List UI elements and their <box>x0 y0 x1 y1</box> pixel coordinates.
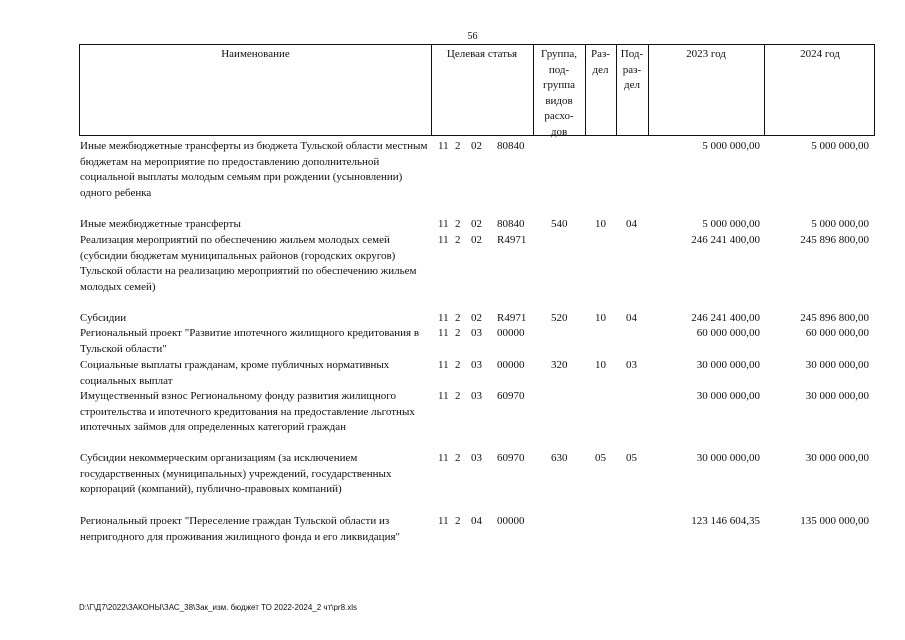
page-number: 56 <box>467 31 478 42</box>
code-subsection: 04 <box>626 218 637 230</box>
code-program: 11 <box>438 390 449 402</box>
header-target-article: Целевая статья <box>446 48 518 60</box>
code-subprogram: 2 <box>455 234 461 246</box>
code-subsection: 04 <box>626 312 637 324</box>
amount-2023: 246 241 400,00 <box>691 312 760 324</box>
code-group: 630 <box>551 452 568 464</box>
amount-2023: 5 000 000,00 <box>702 140 760 152</box>
row-name: Региональный проект "Переселение граждан Тульской области из непригодного для проживания жилищного фонда и его ликвидация" <box>80 515 401 543</box>
code-event: 02 <box>471 140 482 152</box>
code-subsection: 03 <box>626 359 637 371</box>
row-name: Субсидии некоммерческим организациям (за исключением государственных (муниципальных) учреждений, государственных корпораций (компаний), публично-правовых компаний) <box>80 452 392 495</box>
code-direction: R4971 <box>497 234 527 246</box>
code-section: 10 <box>595 218 606 230</box>
code-event: 03 <box>471 359 482 371</box>
row-name: Реализация мероприятий по обеспечению жильем молодых семей (субсидии бюджетам муниципальных районов (городских округов) Тульской области на реализацию мероприятий по обеспечению жильем молодых семей) <box>80 234 417 293</box>
code-direction: 00000 <box>497 359 525 371</box>
code-section: 10 <box>595 312 606 324</box>
code-event: 02 <box>471 218 482 230</box>
amount-2023: 30 000 000,00 <box>696 452 760 464</box>
amount-2023: 30 000 000,00 <box>696 359 760 371</box>
header-section: Раз- дел <box>590 48 610 76</box>
code-group: 320 <box>551 359 568 371</box>
amount-2024: 30 000 000,00 <box>805 359 869 371</box>
amount-2023: 60 000 000,00 <box>696 327 760 339</box>
amount-2024: 60 000 000,00 <box>805 327 869 339</box>
code-direction: 00000 <box>497 327 525 339</box>
amount-2023: 5 000 000,00 <box>702 218 760 230</box>
code-subsection: 05 <box>626 452 637 464</box>
row-name: Социальные выплаты гражданам, кроме публичных нормативных социальных выплат <box>80 359 390 387</box>
code-subprogram: 2 <box>455 218 461 230</box>
code-direction: 80840 <box>497 218 525 230</box>
code-group: 520 <box>551 312 568 324</box>
code-program: 11 <box>438 515 449 527</box>
amount-2024: 30 000 000,00 <box>805 390 869 402</box>
code-section: 10 <box>595 359 606 371</box>
code-event: 02 <box>471 234 482 246</box>
row-name: Иные межбюджетные трансферты из бюджета Тульской области местным бюджетам на мероприятие по предоставлению дополнительной социальной выплаты молодым семьям при рождении (усыновлении) одного ребенка <box>80 140 428 199</box>
code-subprogram: 2 <box>455 359 461 371</box>
amount-2023: 246 241 400,00 <box>691 234 760 246</box>
header-year-2023: 2023 год <box>686 48 726 60</box>
amount-2023: 123 146 604,35 <box>691 515 760 527</box>
code-program: 11 <box>438 218 449 230</box>
amount-2024: 245 896 800,00 <box>800 234 869 246</box>
header-name: Наименование <box>221 48 290 60</box>
code-section: 05 <box>595 452 606 464</box>
code-subprogram: 2 <box>455 327 461 339</box>
code-program: 11 <box>438 234 449 246</box>
code-direction: 60970 <box>497 452 525 464</box>
code-direction: 60970 <box>497 390 525 402</box>
amount-2024: 30 000 000,00 <box>805 452 869 464</box>
code-direction: 80840 <box>497 140 525 152</box>
code-program: 11 <box>438 140 449 152</box>
code-program: 11 <box>438 327 449 339</box>
code-direction: R4971 <box>497 312 527 324</box>
code-group: 540 <box>551 218 568 230</box>
code-event: 03 <box>471 327 482 339</box>
header-group: Группа, под- группа видов расхо- дов <box>541 48 577 138</box>
code-event: 02 <box>471 312 482 324</box>
table-header <box>79 44 875 136</box>
code-event: 04 <box>471 515 482 527</box>
code-direction: 00000 <box>497 515 525 527</box>
amount-2024: 5 000 000,00 <box>811 218 869 230</box>
row-name: Региональный проект "Развитие ипотечного жилищного кредитования в Тульской области" <box>80 327 420 355</box>
header-year-2024: 2024 год <box>800 48 840 60</box>
code-program: 11 <box>438 452 449 464</box>
amount-2024: 5 000 000,00 <box>811 140 869 152</box>
code-event: 03 <box>471 390 482 402</box>
row-name: Субсидии <box>80 312 127 324</box>
code-subprogram: 2 <box>455 140 461 152</box>
code-event: 03 <box>471 452 482 464</box>
amount-2023: 30 000 000,00 <box>696 390 760 402</box>
file-path-footer: D:\Г\Д7\2022\ЗАКОНЫ\ЗАС_38\Зак_изм. бюджет ТО 2022-2024_2 чт\pr8.xls <box>79 603 358 612</box>
code-program: 11 <box>438 359 449 371</box>
amount-2024: 245 896 800,00 <box>800 312 869 324</box>
row-name: Иные межбюджетные трансферты <box>80 218 241 230</box>
amount-2024: 135 000 000,00 <box>800 515 869 527</box>
header-subsection: Под- раз- дел <box>620 48 644 91</box>
row-name: Имущественный взнос Региональному фонду развития жилищного строительства и ипотечного кредитования на предоставление льготных ипотечных займов для определенных категорий граждан <box>80 390 415 433</box>
code-subprogram: 2 <box>455 312 461 324</box>
code-subprogram: 2 <box>455 452 461 464</box>
code-subprogram: 2 <box>455 515 461 527</box>
code-subprogram: 2 <box>455 390 461 402</box>
code-program: 11 <box>438 312 449 324</box>
